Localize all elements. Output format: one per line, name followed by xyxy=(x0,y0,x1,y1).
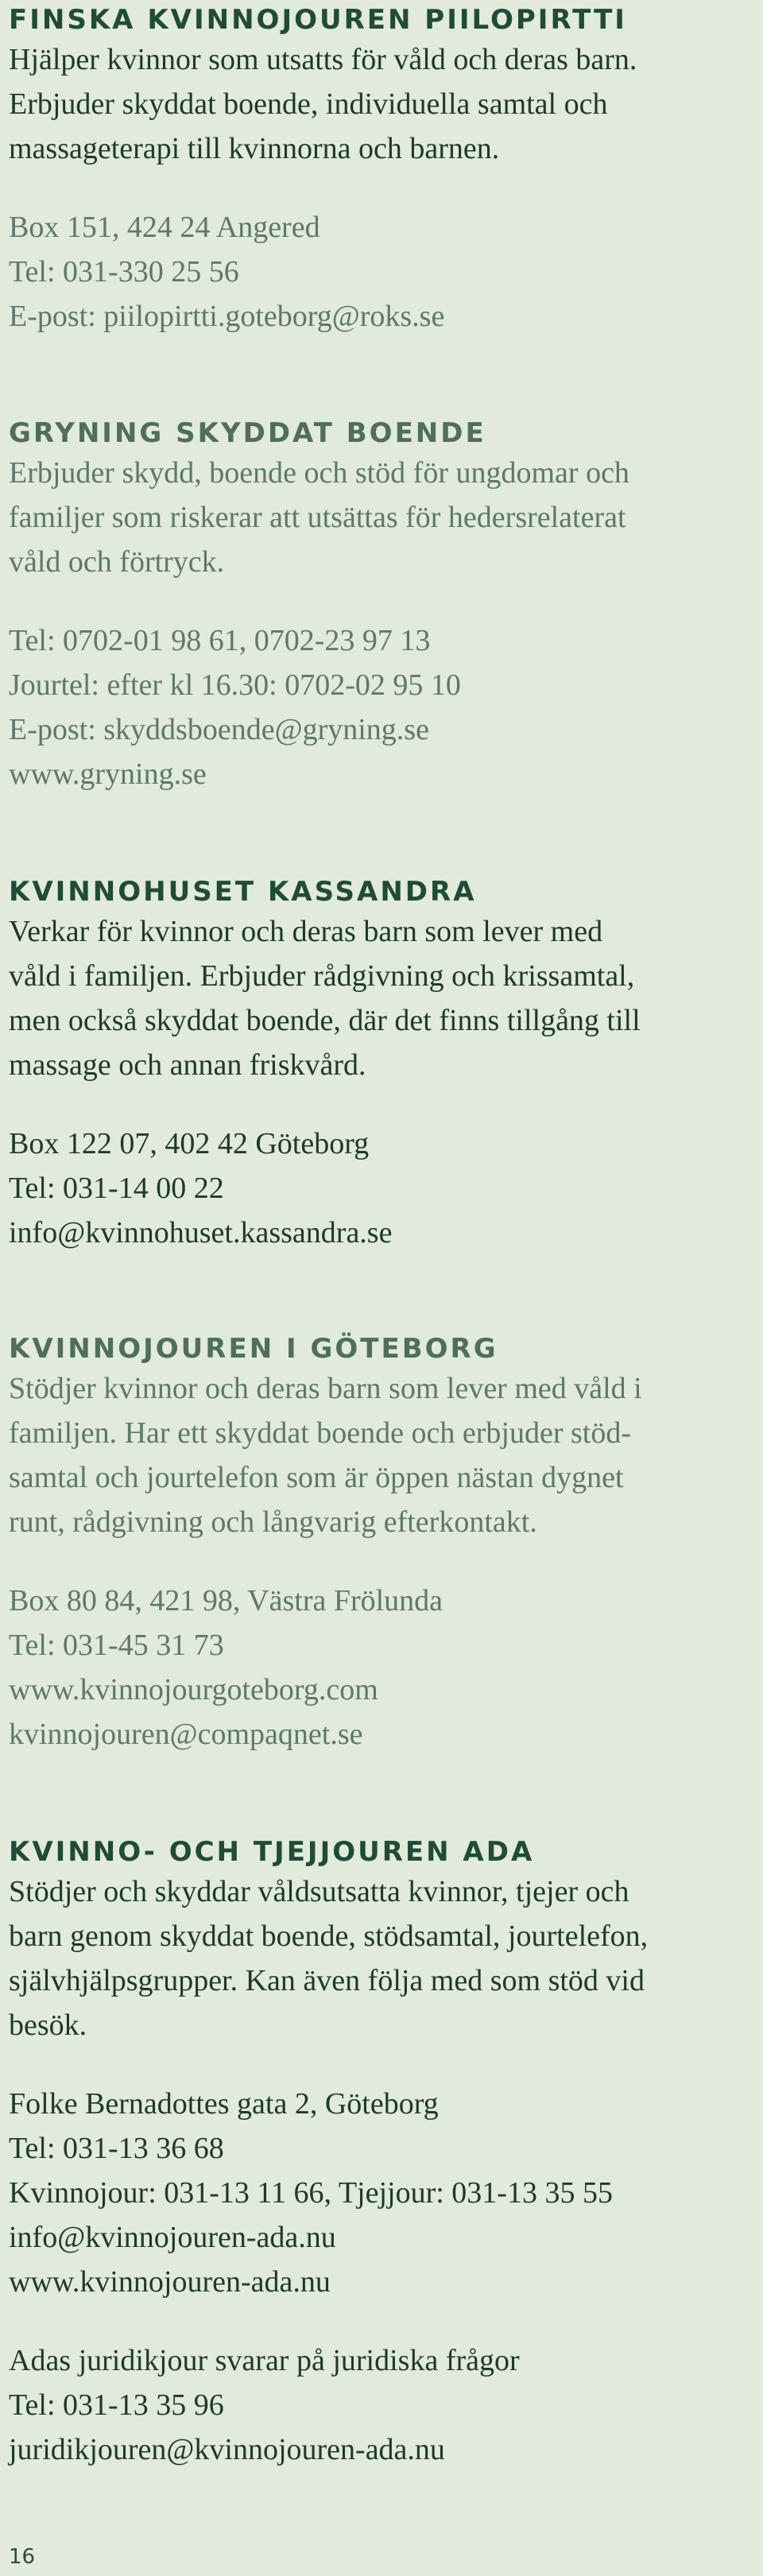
email-line: E-post: piilopirtti.goteborg@roks.se xyxy=(9,300,445,333)
description-line: familjer som riskerar att utsättas för hedersrelaterat xyxy=(9,501,626,534)
description-line: runt, rådgivning och långvarig efterkontakt. xyxy=(9,1505,537,1539)
phone-line: Tel: 0702-01 98 61, 0702-23 97 13 xyxy=(9,624,431,657)
description-line: våld och förtryck. xyxy=(9,545,225,579)
email-line: E-post: skyddsboende@gryning.se xyxy=(9,713,429,746)
description-line: Stödjer kvinnor och deras barn som lever med våld i xyxy=(9,1372,642,1405)
address-line: Box 151, 424 24 Angered xyxy=(9,211,320,244)
section-finska-kvinnojouren xyxy=(9,2,756,339)
phone-line: Tel: 031-330 25 56 xyxy=(9,255,239,289)
section-heading: GRYNING SKYDDAT BOENDE xyxy=(9,417,486,449)
description-line: barn genom skyddat boende, stödsamtal, jourtelefon, xyxy=(9,1919,649,1953)
description-line: besök. xyxy=(9,2009,87,2042)
email-line: info@kvinnojouren-ada.nu xyxy=(9,2221,336,2254)
description-line: Verkar för kvinnor och deras barn som lever med xyxy=(9,915,603,948)
website-line: www.gryning.se xyxy=(9,757,207,791)
address-line: Box 122 07, 402 42 Göteborg xyxy=(9,1127,370,1160)
section-heading: KVINNOHUSET KASSANDRA xyxy=(9,876,477,908)
description-line: Stödjer och skyddar våldsutsatta kvinnor, tjejer och xyxy=(9,1875,629,1908)
phone-line: Kvinnojour: 031-13 11 66, Tjejjour: 031-13 35 55 xyxy=(9,2176,613,2210)
legal-line: Adas juridikjour svarar på juridiska frågor xyxy=(9,2344,520,2377)
description-line: massageterapi till kvinnorna och barnen. xyxy=(9,132,500,165)
section-heading: KVINNOJOUREN I GÖTEBORG xyxy=(9,1333,498,1365)
description-line: massage och annan friskvård. xyxy=(9,1048,366,1082)
section-kvinnohuset-kassandra xyxy=(9,874,756,1255)
section-heading: FINSKA KVINNOJOUREN PIILOPIRTTI xyxy=(9,4,627,36)
section-kvinnojouren-goteborg xyxy=(9,1331,756,1757)
description-line: självhjälpsgrupper. Kan även följa med som stöd vid xyxy=(9,1964,645,1997)
email-line: juridikjouren@kvinnojouren-ada.nu xyxy=(9,2433,445,2466)
section-kvinno-och-tjejjouren-ada xyxy=(9,1834,756,2472)
description-line: samtal och jourtelefon som är öppen nästan dygnet xyxy=(9,1461,624,1494)
address-line: Box 80 84, 421 98, Västra Frölunda xyxy=(9,1584,443,1617)
website-line: www.kvinnojouren-ada.nu xyxy=(9,2265,331,2299)
phone-line: Jourtel: efter kl 16.30: 0702-02 95 10 xyxy=(9,668,461,702)
phone-line: Tel: 031-14 00 22 xyxy=(9,1172,224,1205)
description-line: familjen. Har ett skyddat boende och erbjuder stöd- xyxy=(9,1416,631,1450)
section-gryning xyxy=(9,416,756,796)
email-line: info@kvinnohuset.kassandra.se xyxy=(9,1216,393,1249)
description-line: Erbjuder skyddat boende, individuella samtal och xyxy=(9,87,608,121)
phone-line: Tel: 031-13 35 96 xyxy=(9,2388,224,2422)
website-line: www.kvinnojourgoteborg.com xyxy=(9,1673,378,1706)
phone-line: Tel: 031-13 36 68 xyxy=(9,2132,224,2165)
address-line: Folke Bernadottes gata 2, Göteborg xyxy=(9,2087,439,2121)
description-line: Erbjuder skydd, boende och stöd för ungdomar och xyxy=(9,456,629,490)
phone-line: Tel: 031-45 31 73 xyxy=(9,1629,224,1662)
page-number: 16 xyxy=(9,2545,36,2569)
section-heading: KVINNO- OCH TJEJJOUREN ADA xyxy=(9,1836,535,1868)
description-line: men också skyddat boende, där det finns tillgång till xyxy=(9,1004,641,1037)
description-line: våld i familjen. Erbjuder rådgivning och krissamtal, xyxy=(9,959,635,993)
description-line: Hjälper kvinnor som utsatts för våld och deras barn. xyxy=(9,43,637,76)
email-line: kvinnojouren@compaqnet.se xyxy=(9,1718,363,1751)
